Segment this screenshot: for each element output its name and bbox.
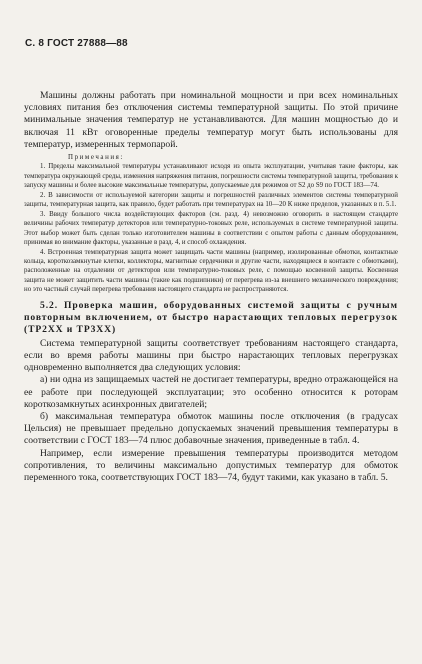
example-paragraph: Например, если измерение превышения температуры производится методом сопротивления, то величины максимально допустимых температур для обмоток переменного тока, соответствующих ГОСТ 183—74, будут такими, как указано в табл. 5.	[24, 447, 398, 484]
page-content	[24, 90, 398, 484]
section-heading: 5.2. Проверка машин, оборудованных системой защиты с ручным повторным включением, от быстро нарастающих тепловых перегрузок (ТР2XX и ТР3XX)	[24, 299, 398, 335]
note-4: 4. Встроенная температурная защита может защищать части машины (например, изолированные обмотки, контактные кольца, короткозамкнутые клетки, коллекторы, магнитные сердечники и другие части, находящиеся в контакте с обмотками), расположенные на отдалении от детекторов или температурно-токовых реле, с помощью косвенной защиты. Косвенная защита не может защитить части машины (такие как подшипники) от перегрева из-за внешнего механического повреждения; но это частный случай перегрева требования настоящего стандарта не распространяются.	[24, 248, 398, 294]
notes-title: Примечания:	[68, 154, 124, 162]
note-2: 2. В зависимости от используемой категории защиты и погрешностей различных элементов системы температурной защиты, температурная защита, как правило, будет работать при температурах на 10—20 К ниже пределов, указанных в п. 5.1.	[24, 191, 398, 209]
section-paragraph-1: Система температурной защиты соответствует требованиям настоящего стандарта, если во время работы машины при быстро нарастающих тепловых перегрузках одновременно выполняется два следующих условия:	[24, 337, 398, 374]
page-header: С. 8 ГОСТ 27888—88	[25, 38, 128, 49]
condition-b: б) максимальная температура обмоток машины после отключения (в градусах Цельсия) не превышает предельно допускаемых значений превышения температуры в соответствии с ГОСТ 183—74 плюс добавочные значения, приведенные в табл. 4.	[24, 411, 398, 447]
intro-paragraph: Машины должны работать при номинальной мощности и при всех номинальных условиях питания без отключения системы температурной защиты. По этой причине минимальные значения температур не устанавливаются. Для машин мощностью до и включая 11 кВт оговоренные пределы температур могут быть использованы для температур, измеренных термопарой.	[24, 90, 398, 150]
note-3: 3. Ввиду большого числа воздействующих факторов (см. разд. 4) невозможно оговорить в настоящем стандарте величины рабочих температур детекторов или температурно-токовых реле, используемых в системе температурной защиты. Этот выбор может быть сделан только изготовителем машины в соответствии с опытом работы с данным оборудованием, принимая во внимание факторы, указанные в разд. 4, и способ охлаждения.	[24, 210, 398, 247]
note-1: 1. Пределы максимальной температуры устанавливают исходя из опыта эксплуатации, учитывая такие факторы, как температура окружающей среды, изменения напряжения питания, погрешности системы температурной защиты, требования к запуску машины и более высокие максимальные температуры, допускаемые для режимов от S2 до S9 по ГОСТ 183—74.	[24, 163, 398, 190]
condition-a: а) ни одна из защищаемых частей не достигает температуры, вредно отражающейся на ее работе при последующей эксплуатации; это особенно относится к роторам короткозамкнутых асинхронных двигателей;	[24, 374, 398, 410]
